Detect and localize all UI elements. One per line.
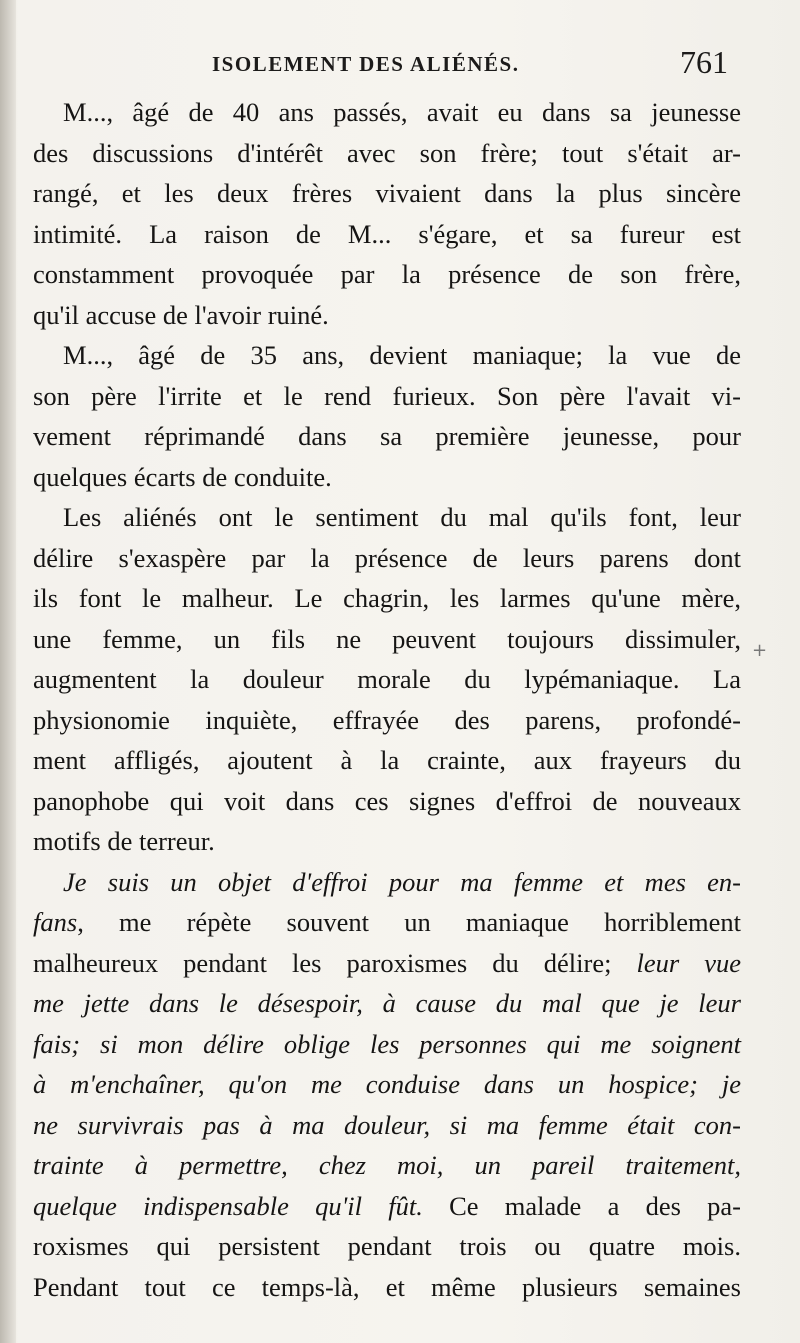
roman-text: une femme, un fils ne peuvent toujours dissimuler, <box>33 623 741 654</box>
italic-text: trainte à permettre, chez moi, un pareil traitement, <box>33 1150 741 1180</box>
text-line <box>33 740 741 781</box>
roman-text: Pendant tout ce temps-là, et même plusieurs semaines <box>33 1271 741 1302</box>
italic-text: leur vue <box>636 947 741 978</box>
running-title: ISOLEMENT DES ALIÉNÉS. <box>212 52 520 76</box>
text-line <box>33 1145 741 1186</box>
text-line <box>33 335 741 376</box>
text-line <box>33 1105 741 1146</box>
italic-text: me jette dans le désespoir, à cause du mal que je leur <box>33 988 741 1018</box>
text-line <box>33 1226 741 1267</box>
text-line <box>33 1064 741 1105</box>
text-line <box>33 781 741 822</box>
page-gutter <box>0 0 16 1343</box>
text-line <box>33 1024 741 1065</box>
text-line <box>33 173 741 214</box>
text-line <box>33 92 741 133</box>
text-line <box>33 700 741 741</box>
text-line <box>33 416 741 457</box>
text-line <box>33 983 741 1024</box>
paragraph <box>33 862 741 1308</box>
roman-text: augmentent la douleur morale du lypémaniaque. La <box>33 664 741 694</box>
roman-text: qu'il accuse de l'avoir ruiné. <box>33 299 329 330</box>
roman-text: Ce malade a des pa- <box>422 1190 741 1221</box>
page-header <box>0 44 800 88</box>
roman-text: rangé, et les deux frères vivaient dans la plus sincère <box>33 178 741 208</box>
text-line <box>33 457 741 498</box>
text-line <box>33 497 741 538</box>
roman-text: délire s'exaspère par la présence de leurs parens dont <box>33 542 741 573</box>
roman-text: ils font le malheur. Le chagrin, les larmes qu'une mère, <box>33 583 741 613</box>
roman-text: M..., âgé de 40 ans passés, avait eu dans sa jeunesse <box>63 97 741 127</box>
italic-text: à m'enchaîner, qu'on me conduise dans un hospice; je <box>33 1069 741 1099</box>
text-line <box>33 821 741 862</box>
italic-text: fans <box>33 907 78 937</box>
text-line <box>33 619 741 660</box>
paragraph <box>33 335 741 497</box>
text-line <box>33 214 741 255</box>
text-line <box>33 1186 741 1227</box>
roman-text: M..., âgé de 35 ans, devient maniaque; la vue de <box>63 340 741 370</box>
roman-text: vement réprimandé dans sa première jeunesse, pour <box>33 421 741 451</box>
text-line <box>33 254 741 295</box>
text-line <box>33 295 741 336</box>
italic-text: quelque indispensable qu'il fût. <box>33 1190 423 1221</box>
text-line <box>33 943 741 984</box>
roman-text: Les aliénés ont le sentiment du mal qu'ils font, leur <box>63 502 741 532</box>
roman-text: physionomie inquiète, effrayée des parens, profondé- <box>33 704 741 735</box>
roman-text: motifs de terreur. <box>33 826 215 856</box>
text-line <box>33 902 741 943</box>
roman-text: ment affligés, ajoutent à la crainte, aux frayeurs du <box>33 745 741 775</box>
italic-text: Je suis un objet d'effroi pour ma femme et mes en- <box>63 866 741 897</box>
roman-text: des discussions d'intérêt avec son frère; tout s'était ar- <box>33 137 741 168</box>
roman-text: panophobe qui voit dans ces signes d'effroi de nouveaux <box>33 785 741 816</box>
text-line <box>33 862 741 903</box>
paragraph <box>33 92 741 335</box>
text-line <box>33 376 741 417</box>
text-line <box>33 1267 741 1308</box>
text-line <box>33 659 741 700</box>
paragraph <box>33 497 741 862</box>
roman-text: , me répète souvent un maniaque horriblement <box>77 907 741 937</box>
roman-text: roxismes qui persistent pendant trois ou quatre mois. <box>33 1231 741 1261</box>
text-line <box>33 538 741 579</box>
text-line <box>33 578 741 619</box>
roman-text: son père l'irrite et le rend furieux. Son père l'avait vi- <box>33 380 741 411</box>
roman-text: constamment provoquée par la présence de son frère, <box>33 259 741 289</box>
roman-text: intimité. La raison de M... s'égare, et sa fureur est <box>33 218 741 249</box>
roman-text: malheureux pendant les paroxismes du délire; <box>33 947 637 978</box>
body-text <box>33 92 741 1307</box>
italic-text: ne survivrais pas à ma douleur, si ma femme était con- <box>33 1109 741 1140</box>
page-number: 761 <box>680 44 728 80</box>
text-line <box>33 133 741 174</box>
margin-annotation: + <box>752 640 768 661</box>
roman-text: quelques écarts de conduite. <box>33 461 332 492</box>
italic-text: fais; si mon délire oblige les personnes qui me soignent <box>33 1028 741 1059</box>
